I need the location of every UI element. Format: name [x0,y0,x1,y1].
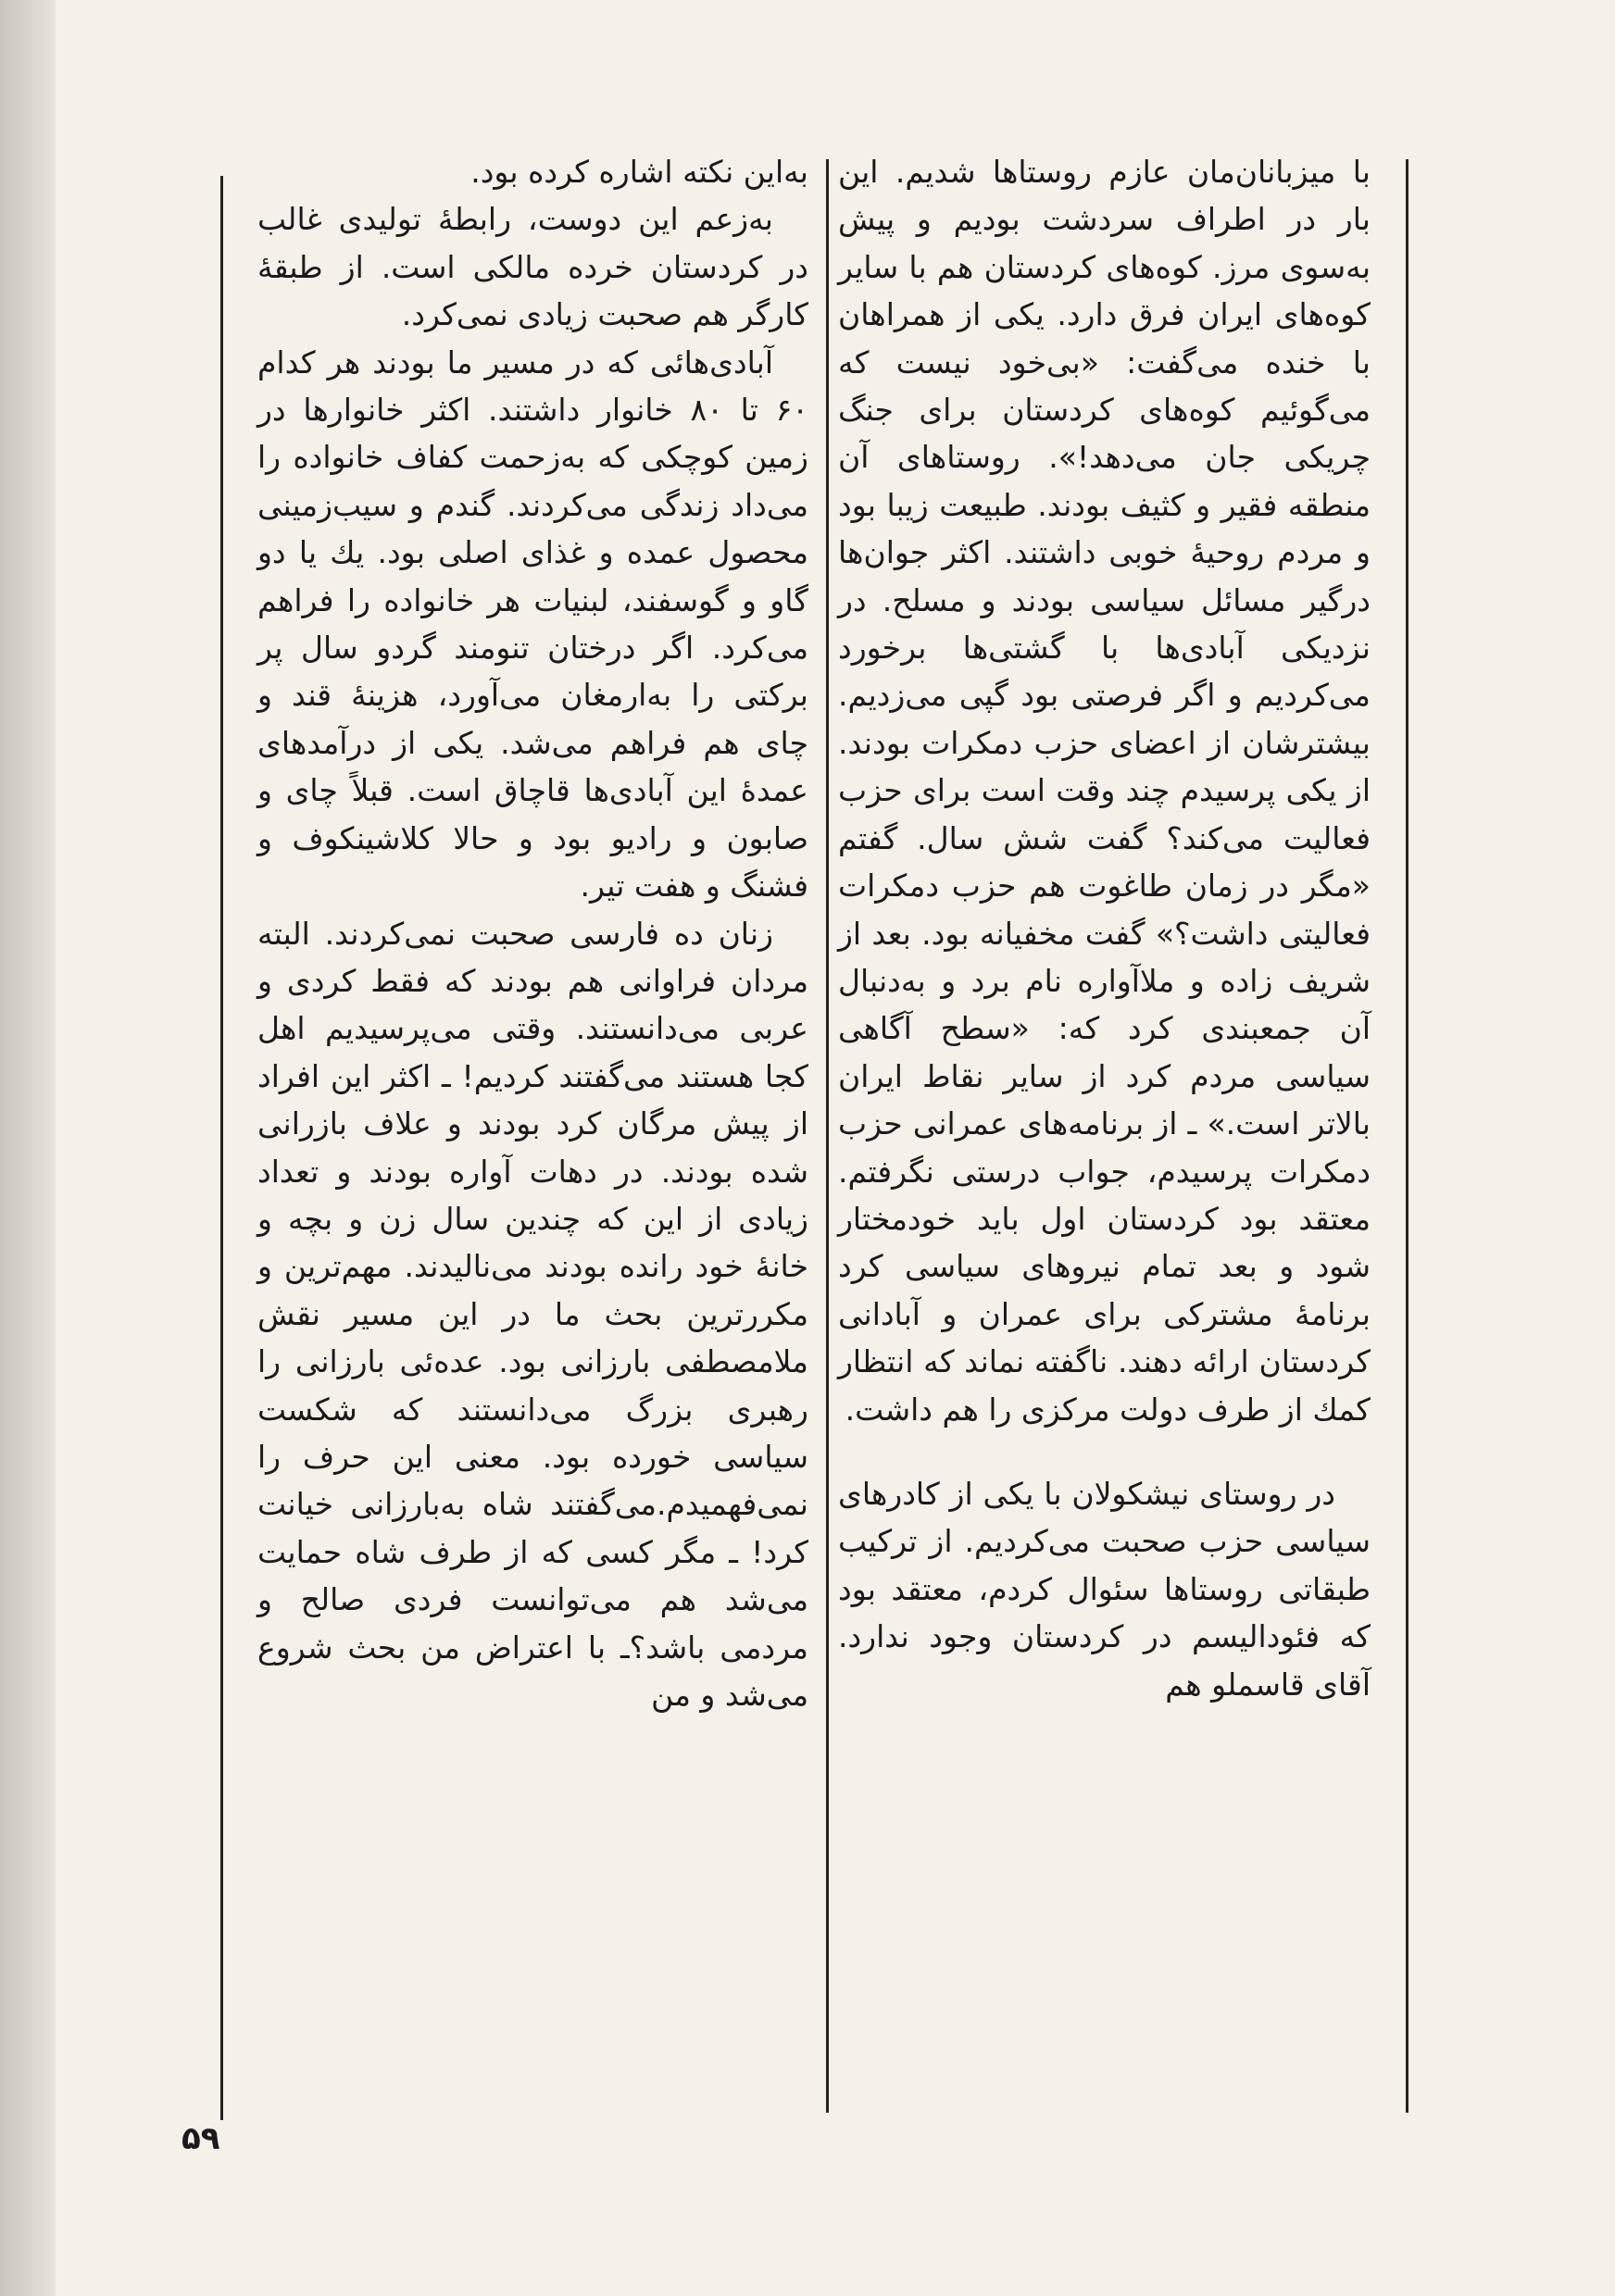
scan-left-edge [0,0,56,2296]
right-border-rule [1406,159,1408,2113]
body-paragraph: زنان ده فارسی صحبت نمی‌کردند. البته مردان فراوانی هم بودند که فقط کردی و عربی می‌دانستند. وقتی می‌پرسیدیم اهل کجا هستند می‌گفتند کردیم! ـ اکثر این افراد از پیش مرگان کرد بودند و علاف بازرانی شده بودند. در دهات آواره بودند و تعداد زیادی از این که چندین سال زن و بچه و خانهٔ خود رانده بودند می‌نالیدند. مهم‌ترین و مکررترین بحث ما در این مسیر نقش ملامصطفی بارزانی بود. عده‌ئی بارزانی را رهبری بزرگ می‌دانستند که شکست سیاسی خورده بود. معنی این حرف را نمی‌فهمیدم.می‌گفتند شاه به‌بارزانی خیانت کرد! ـ مگر کسی که از طرف شاه حمایت می‌شد هم می‌توانست فردی صالح و مردمی باشد؟ـ با اعتراض من بحث شروع می‌شد و من [257,915,808,1713]
column-divider-rule [826,159,829,2113]
page-number: ۵۹ [182,2120,220,2157]
body-paragraph: به‌زعم این دوست، رابطهٔ تولیدی غالب در کردستان خرده مالکی است. از طبقهٔ کارگر هم صحبت زیادی نمی‌کرد. [257,201,808,333]
body-paragraph: با میزبانان‌مان عازم روستاها شدیم. این بار در اطراف سردشت بودیم و پیش به‌سوی مرز. کوه‌های کردستان هم با سایر کوه‌های ایران فرق دارد. یکی از همراهان با خنده می‌گفت: «بی‌خود نیست که می‌گوئیم کوه‌های کردستان برای جنگ چریکی جان می‌دهد!». روستاهای آن منطقه فقیر و کثیف بودند. طبیعت زیبا بود و مردم روحیهٔ خوبی داشتند. اکثر جوان‌ها درگیر مسائل سیاسی بودند و مسلح. در نزدیکی آبادی‌ها با گشتی‌ها برخورد می‌کردیم و اگر فرصتی بود گپی می‌زدیم. بیشترشان از اعضای حزب دمکرات بودند. از یکی پرسیدم چند وقت است برای حزب فعالیت می‌کند؟ گفت شش سال. گفتم «مگر در زمان طاغوت هم حزب دمکرات فعالیتی داشت؟» گفت مخفیانه بود. بعد از شریف زاده و ملاآواره نام برد و به‌دنبال آن جمعبندی کرد که: «سطح آگاهی سیاسی مردم کرد از سایر نقاط ایران بالاتر است.» ـ از برنامه‌های عمرانی حزب دمکرات پرسیدم، جواب درستی نگرفتم. معتقد بود کردستان اول باید خودمختار شود و بعد تمام نیروهای سیاسی کرد برنامهٔ مشترکی برای عمران و آبادانی کردستان ارائه دهند. ناگفته نماند که انتظار کمك از طرف دولت مرکزی را هم داشت. [838,154,1371,1428]
right-text-column [838,148,1371,1708]
left-text-column [257,148,808,1718]
left-border-rule [220,176,223,2120]
body-paragraph: به‌این نکته اشاره کرده بود. [470,154,808,190]
body-paragraph: آبادی‌هائی که در مسیر ما بودند هر کدام ۶۰ تا ۸۰ خانوار داشتند. اکثر خانوارها در زمین کوچکی که به‌زحمت کفاف خانواده را می‌داد زندگی می‌کردند. گندم و سیب‌زمینی محصول عمده و غذای اصلی بود. یك یا دو گاو و گوسفند، لبنیات هر خانواده را فراهم می‌کرد. اگر درختان تنومند گردو سال پر برکتی را به‌ارمغان می‌آورد، هزینهٔ قند و چای هم فراهم می‌شد. یکی از درآمدهای عمدهٔ این آبادی‌ها قاچاق است. قبلاً چای و صابون و رادیو بود و حالا کلاشینکوف و فشنگ و هفت تیر. [257,343,809,905]
body-paragraph: در روستای نیشکولان با یکی از کادرهای سیاسی حزب صحبت می‌کردیم. از ترکیب طبقاتی روستاها سئوال کردم، معتقد بود که فئودالیسم در کردستان وجود ندارد. آقای قاسملو هم [838,1475,1371,1703]
